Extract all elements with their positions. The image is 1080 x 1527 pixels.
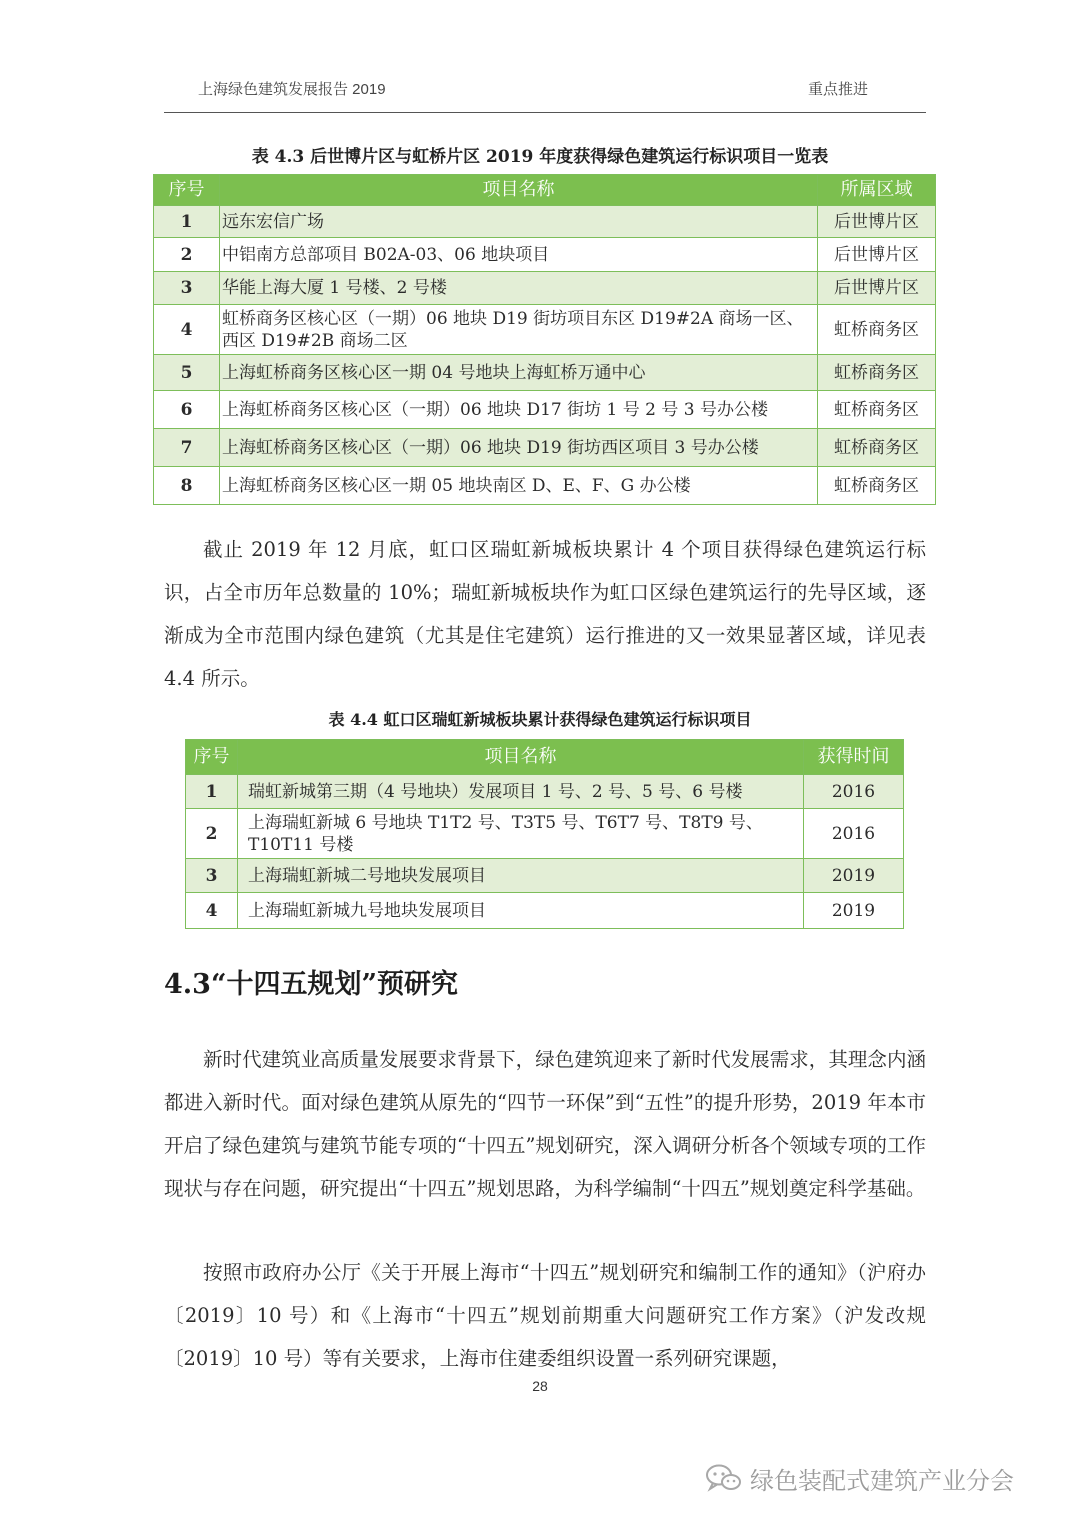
project-name: 上海虹桥商务区核心区（一期）06 地块 D17 街坊 1 号 2 号 3 号办公楼 xyxy=(220,391,818,429)
watermark xyxy=(704,1456,1014,1500)
row-number: 3 xyxy=(186,859,238,893)
body-paragraph: 截止 2019 年 12 月底，虹口区瑞虹新城板块累计 4 个项目获得绿色建筑运行标识，占全市历年总数量的 10%；瑞虹新城板块作为虹口区绿色建筑运行的先导区域，逐渐成为全市范围内绿色建筑（尤其是住宅建筑）运行推进的又一效果显著区域，详见表 4.4 所示。 xyxy=(164,538,926,690)
award-year: 2016 xyxy=(804,809,904,859)
column-header-number: 序号 xyxy=(154,175,220,206)
table-row xyxy=(186,775,904,809)
header-report-title: 上海绿色建筑发展报告 2019 xyxy=(198,81,386,98)
project-name: 中铝南方总部项目 B02A-03、06 地块项目 xyxy=(220,238,818,272)
table-4-3 xyxy=(153,174,936,505)
column-header-project-name: 项目名称 xyxy=(238,740,804,775)
project-region: 后世博片区 xyxy=(818,272,936,305)
row-number: 2 xyxy=(186,809,238,859)
table-header-row xyxy=(154,175,936,206)
page-header xyxy=(164,72,926,113)
table-row xyxy=(154,467,936,505)
table-row xyxy=(154,206,936,238)
award-year: 2019 xyxy=(804,893,904,929)
row-number: 2 xyxy=(154,238,220,272)
table-header-row xyxy=(186,740,904,775)
row-number: 7 xyxy=(154,429,220,467)
table-caption: 表 4.4 虹口区瑞虹新城板块累计获得绿色建筑运行标识项目 xyxy=(328,710,752,729)
table-row xyxy=(154,391,936,429)
table-row xyxy=(154,355,936,391)
header-chapter-title: 重点推进 xyxy=(807,81,868,98)
row-number: 3 xyxy=(154,272,220,305)
project-region: 虹桥商务区 xyxy=(818,467,936,505)
table-row xyxy=(186,859,904,893)
section-heading: 4.3“十四五规划”预研究 xyxy=(164,969,459,1000)
award-year: 2016 xyxy=(804,775,904,809)
table-4-4 xyxy=(185,739,904,929)
page-number: 28 xyxy=(532,1378,548,1394)
row-number: 5 xyxy=(154,355,220,391)
project-name: 远东宏信广场 xyxy=(220,206,818,238)
project-name: 瑞虹新城第三期（4 号地块）发展项目 1 号、2 号、5 号、6 号楼 xyxy=(238,775,804,809)
project-name: 上海瑞虹新城二号地块发展项目 xyxy=(238,859,804,893)
row-number: 4 xyxy=(186,893,238,929)
row-number: 1 xyxy=(154,206,220,238)
table-row xyxy=(154,272,936,305)
table-caption: 表 4.3 后世博片区与虹桥片区 2019 年度获得绿色建筑运行标识项目一览表 xyxy=(251,147,829,167)
row-number: 1 xyxy=(186,775,238,809)
project-region: 虹桥商务区 xyxy=(818,391,936,429)
project-name: 上海瑞虹新城九号地块发展项目 xyxy=(238,893,804,929)
project-name: 华能上海大厦 1 号楼、2 号楼 xyxy=(220,272,818,305)
column-header-year: 获得时间 xyxy=(804,740,904,775)
project-region: 后世博片区 xyxy=(818,238,936,272)
row-number: 8 xyxy=(154,467,220,505)
table-row xyxy=(186,809,904,859)
project-region: 后世博片区 xyxy=(818,206,936,238)
column-header-project-name: 项目名称 xyxy=(220,175,818,206)
table-row xyxy=(154,305,936,355)
project-name: 虹桥商务区核心区（一期）06 地块 D19 街坊项目东区 D19#2A 商场一区、西区 D19#2B 商场二区 xyxy=(220,305,818,355)
body-paragraph: 新时代建筑业高质量发展要求背景下，绿色建筑迎来了新时代发展需求，其理念内涵都进入新时代。面对绿色建筑从原先的“四节一环保”到“五性”的提升形势，2019 年本市开启了绿色建筑与建筑节能专项的“十四五”规划研究，深入调研分析各个领域专项的工作现状与存在问题，研究提出“十四五”规划思路，为科学编制“十四五”规划奠定科学基础。 xyxy=(164,1048,926,1200)
project-name: 上海虹桥商务区核心区（一期）06 地块 D19 街坊西区项目 3 号办公楼 xyxy=(220,429,818,467)
watermark-text: 绿色装配式建筑产业分会 xyxy=(750,1466,1014,1495)
project-region: 虹桥商务区 xyxy=(818,355,936,391)
table-row xyxy=(186,893,904,929)
project-name: 上海瑞虹新城 6 号地块 T1T2 号、T3T5 号、T6T7 号、T8T9 号、T10T11 号楼 xyxy=(238,809,804,859)
table-row xyxy=(154,238,936,272)
project-region: 虹桥商务区 xyxy=(818,429,936,467)
table-row xyxy=(154,429,936,467)
award-year: 2019 xyxy=(804,859,904,893)
project-name: 上海虹桥商务区核心区一期 05 地块南区 D、E、F、G 办公楼 xyxy=(220,467,818,505)
row-number: 6 xyxy=(154,391,220,429)
body-paragraph: 按照市政府办公厅《关于开展上海市“十四五”规划研究和编制工作的通知》（沪府办〔2019〕10 号）和《上海市“十四五”规划前期重大问题研究工作方案》（沪发改规〔2019〕10 号）等有关要求，上海市住建委组织设置一系列研究课题， xyxy=(164,1261,926,1370)
project-region: 虹桥商务区 xyxy=(818,305,936,355)
row-number: 4 xyxy=(154,305,220,355)
column-header-number: 序号 xyxy=(186,740,238,775)
wechat-icon xyxy=(704,1463,742,1493)
project-name: 上海虹桥商务区核心区一期 04 号地块上海虹桥万通中心 xyxy=(220,355,818,391)
column-header-region: 所属区域 xyxy=(818,175,936,206)
